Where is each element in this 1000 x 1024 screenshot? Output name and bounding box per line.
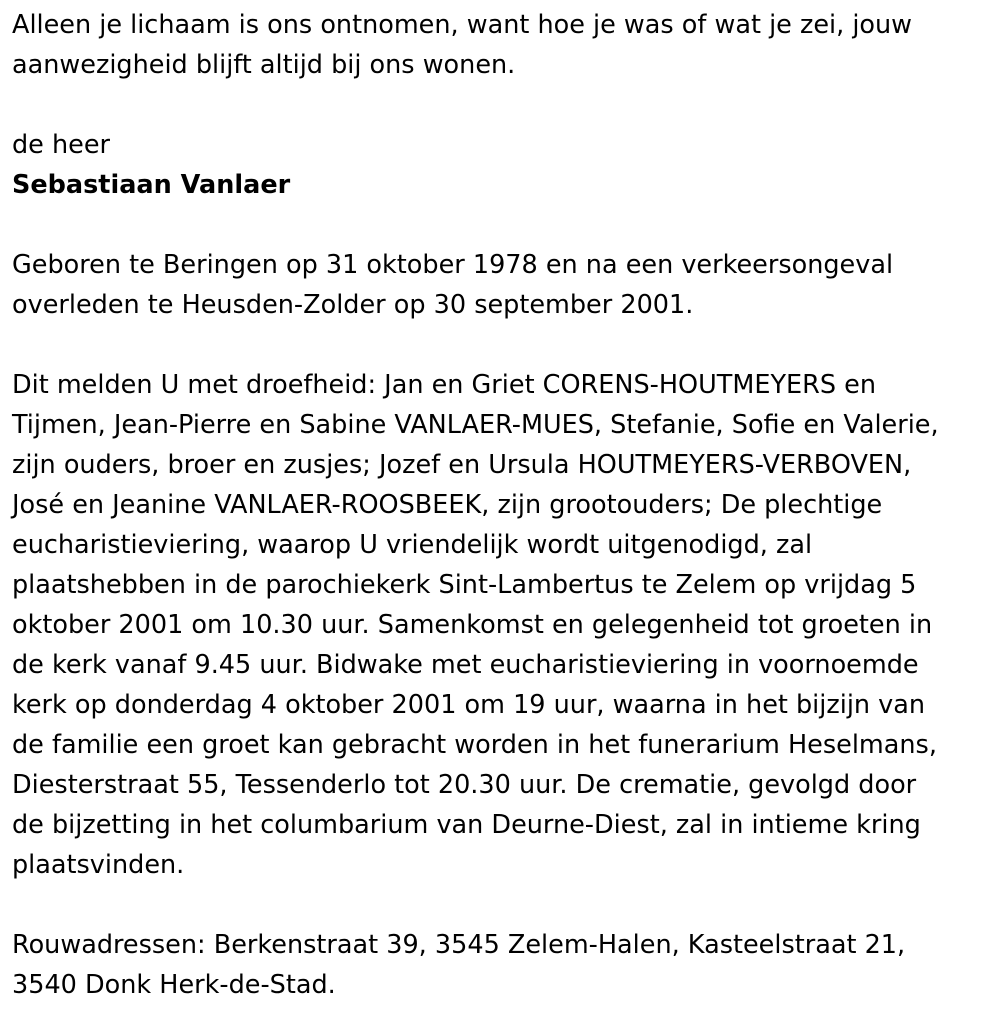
birth-death-line-1: Geboren te Beringen op 31 oktober 1978 en na een verkeersongeval xyxy=(12,250,894,280)
birth-death-details xyxy=(12,245,988,325)
announcement-line: Tijmen, Jean-Pierre en Sabine VANLAER-MUES, Stefanie, Sofie en Valerie, xyxy=(12,410,939,440)
announcement-line: zijn ouders, broer en zusjes; Jozef en Ursula HOUTMEYERS-VERBOVEN, xyxy=(12,450,912,480)
deceased-name-text: Sebastiaan Vanlaer xyxy=(12,170,291,200)
announcement-line: de kerk vanaf 9.45 uur. Bidwake met eucharistieviering in voornoemde xyxy=(12,650,919,680)
honorific-text: de heer xyxy=(12,130,111,160)
announcement-line: Diesterstraat 55, Tessenderlo tot 20.30 uur. De crematie, gevolgd door xyxy=(12,770,917,800)
announcement-line: plaatshebben in de parochiekerk Sint-Lambertus te Zelem op vrijdag 5 xyxy=(12,570,917,600)
addresses-line-1: Rouwadressen: Berkenstraat 39, 3545 Zelem-Halen, Kasteelstraat 21, xyxy=(12,930,906,960)
announcement-line: de bijzetting in het columbarium van Deurne-Diest, zal in intieme kring xyxy=(12,810,921,840)
announcement-line: de familie een groet kan gebracht worden in het funerarium Heselmans, xyxy=(12,730,937,760)
announcement-line: oktober 2001 om 10.30 uur. Samenkomst en gelegenheid tot groeten in xyxy=(12,610,933,640)
quote-line-1: Alleen je lichaam is ons ontnomen, want hoe je was of wat je zei, jouw xyxy=(12,10,913,40)
announcement-line: kerk op donderdag 4 oktober 2001 om 19 uur, waarna in het bijzijn van xyxy=(12,690,926,720)
announcement-line: plaatsvinden. xyxy=(12,850,185,880)
addresses-line-2: 3540 Donk Herk-de-Stad. xyxy=(12,970,336,1000)
honorific xyxy=(12,125,988,165)
announcement xyxy=(12,365,988,885)
announcement-line: eucharistieviering, waarop U vriendelijk wordt uitgenodigd, zal xyxy=(12,530,813,560)
quote-line-2: aanwezigheid blijft altijd bij ons wonen. xyxy=(12,50,516,80)
deceased-name xyxy=(12,165,988,205)
announcement-line: Dit melden U met droefheid: Jan en Griet CORENS-HOUTMEYERS en xyxy=(12,370,876,400)
mourning-addresses xyxy=(12,925,988,1005)
memorial-quote xyxy=(12,5,988,85)
birth-death-line-2: overleden te Heusden-Zolder op 30 september 2001. xyxy=(12,290,694,320)
announcement-line: José en Jeanine VANLAER-ROOSBEEK, zijn grootouders; De plechtige xyxy=(12,490,883,520)
